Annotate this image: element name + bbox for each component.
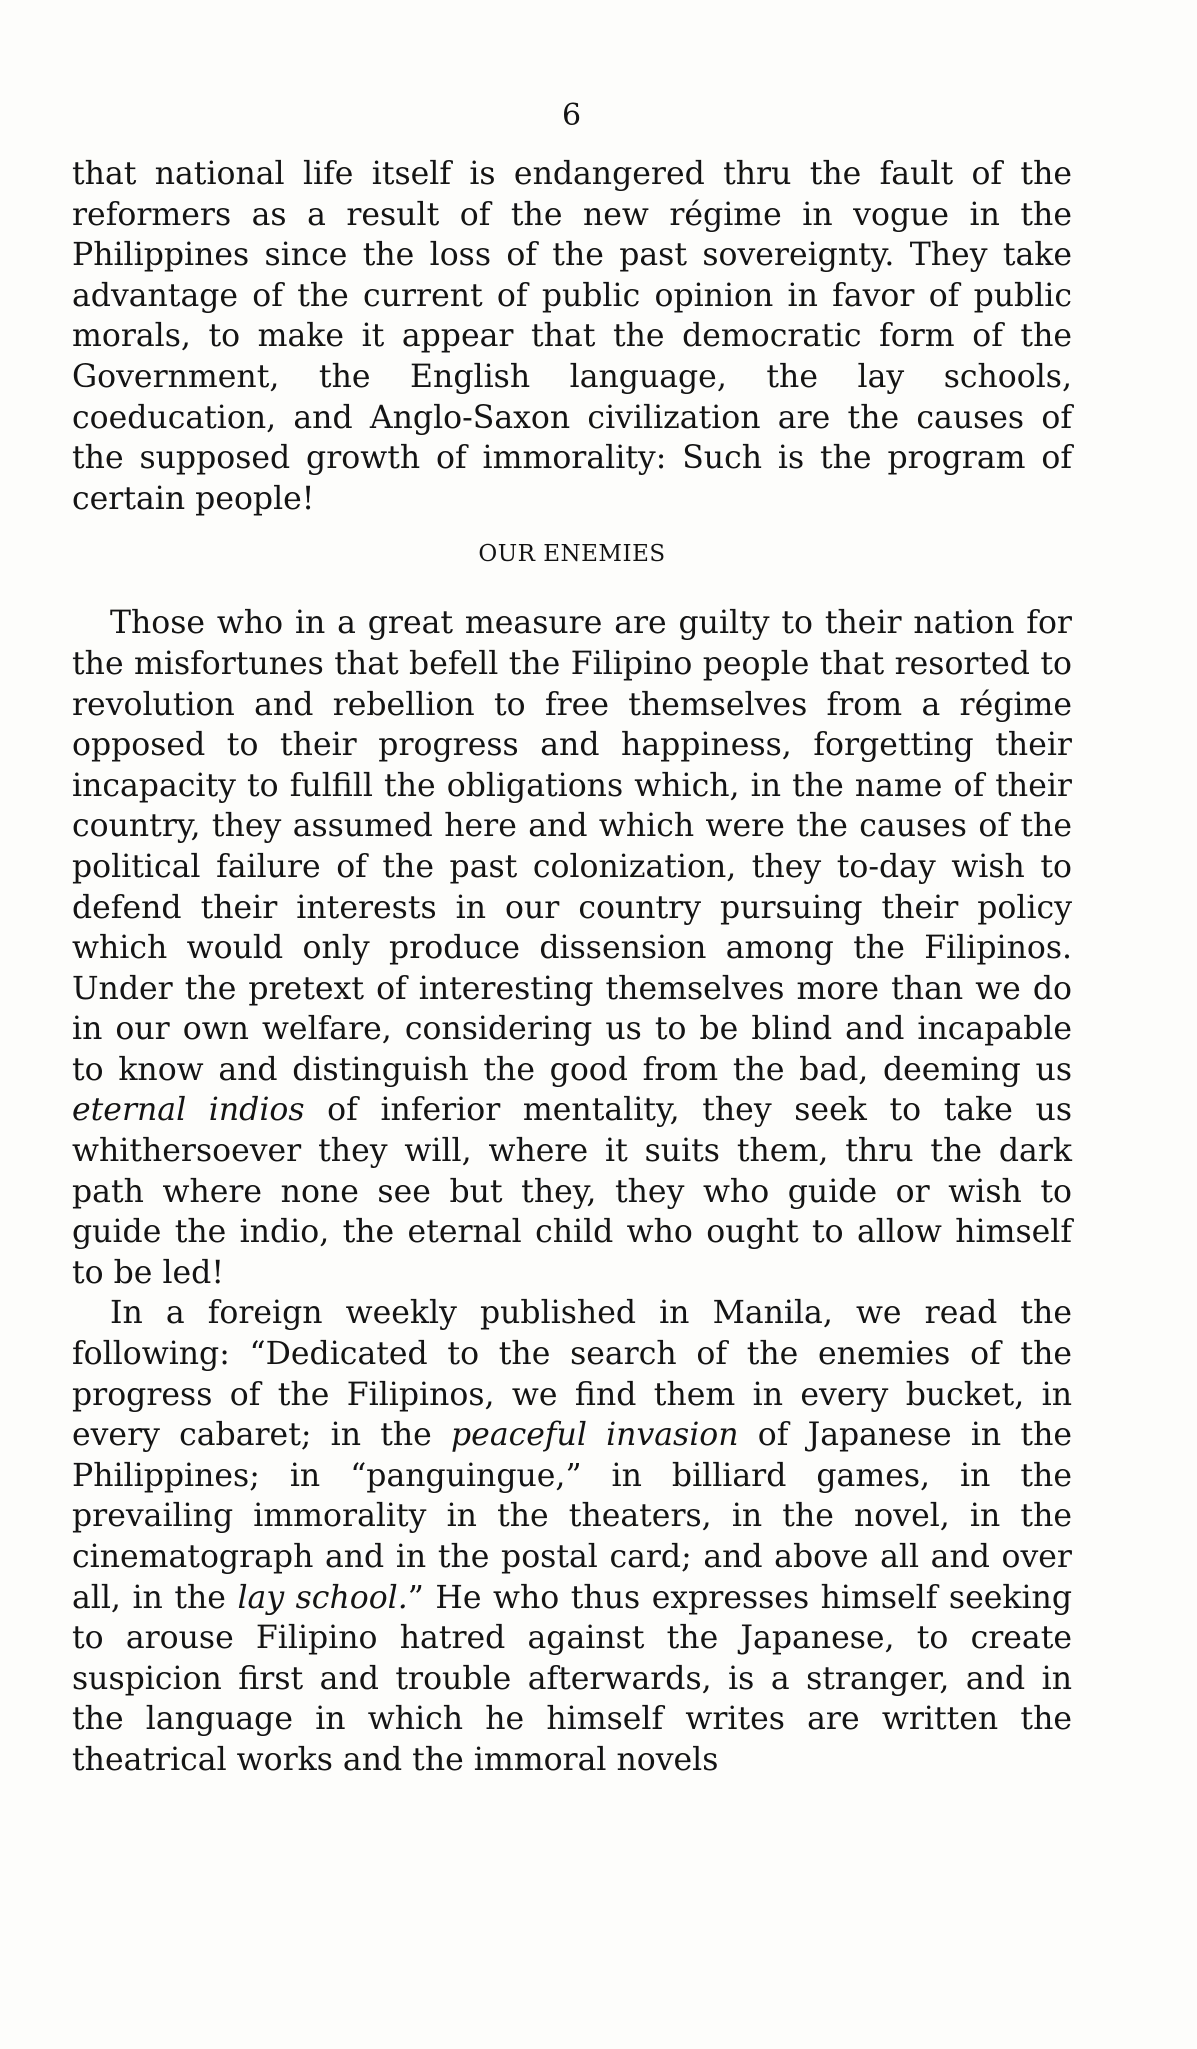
paragraph-3-italic-1: peaceful invasion: [451, 1417, 739, 1454]
paragraph-3-italic-2: lay school.: [237, 1579, 408, 1616]
page-number: 6: [561, 98, 583, 133]
paragraph-1: that national life itself is endangered thru the fault of the reformers as a result of the new régime in vogue in the Philippines since the loss of the past sovereignty. They take advantage of the current of public opinion in favor of public morals, to make it appear that the democratic form of the Government, the English language, the lay schools, coeducation, and Anglo-Saxon civilization are the causes of the supposed growth of immorality: Such is the program of certain people!: [72, 156, 1072, 517]
paragraph-3: [72, 1293, 1072, 1780]
paragraph-3-text-2: of Japanese in the Philippines; in “panguingue,” in billiard games, in the prevailing immorality in the theaters, in the novel, in the cinematograph and in the postal card; and above all and over all, in the: [72, 1417, 1072, 1616]
paragraph-2-text-2: of inferior mentality, they seek to take us whithersoever they will, where it suits them, thru the dark path where none see but they, they who guide or wish to guide the indio, the eternal child who ought to allow himself to be led!: [72, 1092, 1072, 1291]
document-page: [72, 96, 1072, 1781]
paragraph-2-text-1: Those who in a great measure are guilty to their nation for the misfortunes that befell the Filipino people that resorted to revolution and rebellion to free themselves from a régime opposed to their progress and happiness, forgetting their incapacity to fulfill the obligations which, in the name of their country, they assumed here and which were the causes of the political failure of the past colonization, they to-day wish to defend their interests in our country pursuing their policy which would only produce dissension among the Filipinos. Under the pretext of interesting themselves more than we do in our own welfare, considering us to be blind and incapable to know and distinguish the good from the bad, deeming us: [72, 605, 1072, 1088]
paragraph-3-text-1: In a foreign weekly published in Manila, we read the following: “Dedicated to the search of the enemies of the progress of the Filipinos, we find them in every bucket, in every cabaret; in the: [72, 1295, 1072, 1454]
paragraph-2: [72, 603, 1072, 1293]
paragraph-3-text-3: ” He who thus expresses himself seeking to arouse Filipino hatred against the Japanese, to create suspicion first and trouble afterwards, is a stranger, and in the language in which he himself writes are written the theatrical works and the immoral novels: [72, 1579, 1072, 1778]
paragraph-2-italic-1: eternal indios: [72, 1092, 305, 1129]
section-heading: OUR ENEMIES: [478, 541, 666, 568]
